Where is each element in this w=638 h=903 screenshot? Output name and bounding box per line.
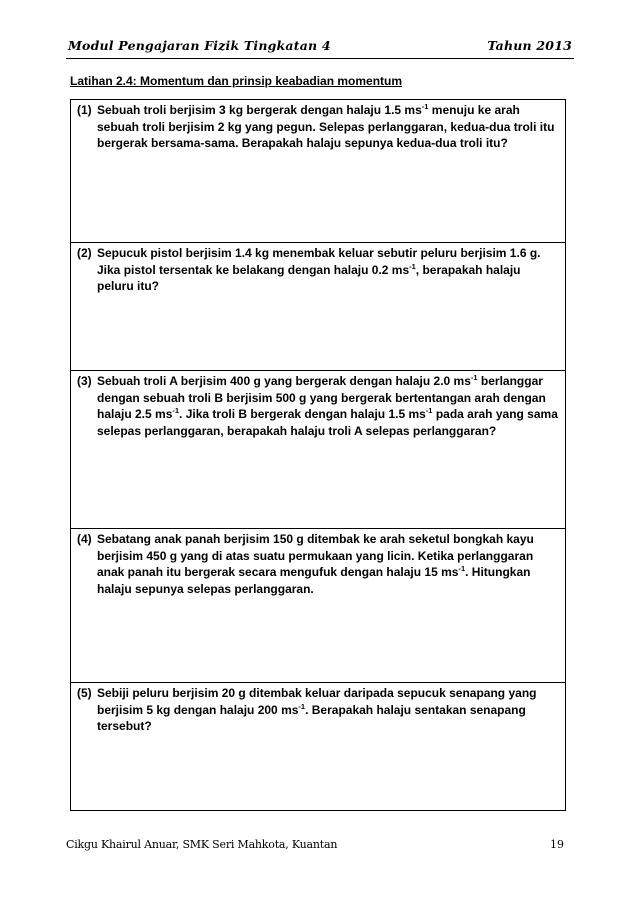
- question-text: berlanggar dengan sebuah troli B berjisim 500 g yang bergerak bertentangan arah dengan halaju 2.5 ms: [97, 374, 546, 421]
- question-text: menuju ke arah sebuah troli berjisim 2 kg yang pegun. Selepas perlanggaran, kedua-dua troli itu bergerak bersama-sama. Berapakah halaju sepunya kedua-dua troli itu?: [97, 103, 555, 150]
- question-4: [77, 531, 559, 597]
- module-title: Modul Pengajaran Fizik Tingkatan 4: [68, 38, 331, 53]
- question-text: . Jika troli B bergerak dengan halaju 1.5 ms: [179, 407, 426, 421]
- page-header: [66, 36, 574, 59]
- unit-exponent: -1: [458, 564, 466, 573]
- unit-exponent: -1: [172, 406, 180, 415]
- unit-exponent: -1: [470, 373, 478, 382]
- question-box-1: [70, 99, 566, 243]
- question-number: (3): [77, 374, 92, 388]
- question-3: [77, 373, 559, 439]
- unit-exponent: -1: [298, 701, 306, 711]
- question-text: . Berapakah halaju sentakan senapang tersebut?: [97, 702, 526, 733]
- question-text: pada arah yang sama selepas perlanggaran, berapakah halaju troli A selepas perlanggaran?: [97, 407, 558, 438]
- question-text: Sebiji peluru berjisim 20 g ditembak keluar daripada sepucuk senapang yang berjisim 5 kg dengan halaju 200 ms: [97, 686, 537, 717]
- question-text: , berapakah halaju peluru itu?: [97, 262, 521, 293]
- question-5: [77, 685, 559, 735]
- question-box-4: [70, 529, 566, 683]
- question-number: (4): [77, 532, 92, 546]
- question-number: (1): [77, 103, 92, 117]
- question-text: . Hitungkan halaju sepunya selepas perlanggaran.: [97, 565, 531, 596]
- question-number: (2): [77, 246, 92, 260]
- unit-exponent: -1: [421, 102, 429, 111]
- section-title: Latihan 2.4: Momentum dan prinsip keabadian momentum: [70, 74, 403, 88]
- question-text: Sebatang anak panah berjisim 150 g ditembak ke arah seketul bongkah kayu berjisim 450 g yang di atas suatu permukaan yang licin. Ketika perlanggaran anak panah itu bergerak secara mengufuk dengan halaju 15 ms: [97, 532, 534, 579]
- unit-exponent: -1: [425, 406, 433, 415]
- question-box-2: [70, 243, 566, 371]
- question-box-5: [70, 683, 566, 811]
- footer-author: Cikgu Khairul Anuar, SMK Seri Mahkota, Kuantan: [66, 838, 338, 851]
- page-number: 19: [550, 838, 564, 851]
- question-number: (5): [77, 686, 92, 700]
- question-1: [77, 102, 559, 152]
- unit-exponent: -1: [409, 261, 416, 271]
- year-label: Tahun 2013: [487, 38, 572, 53]
- question-2: [77, 245, 559, 295]
- question-text: Sepucuk pistol berjisim 1.4 kg menembak keluar sebutir peluru berjisim 1.6 g. Jika pistol tersentak ke belakang dengan halaju 0.2 ms: [97, 246, 541, 277]
- question-box-3: [70, 371, 566, 529]
- question-text: Sebuah troli berjisim 3 kg bergerak dengan halaju 1.5 ms: [97, 103, 422, 117]
- question-text: Sebuah troli A berjisim 400 g yang bergerak dengan halaju 2.0 ms: [97, 374, 471, 388]
